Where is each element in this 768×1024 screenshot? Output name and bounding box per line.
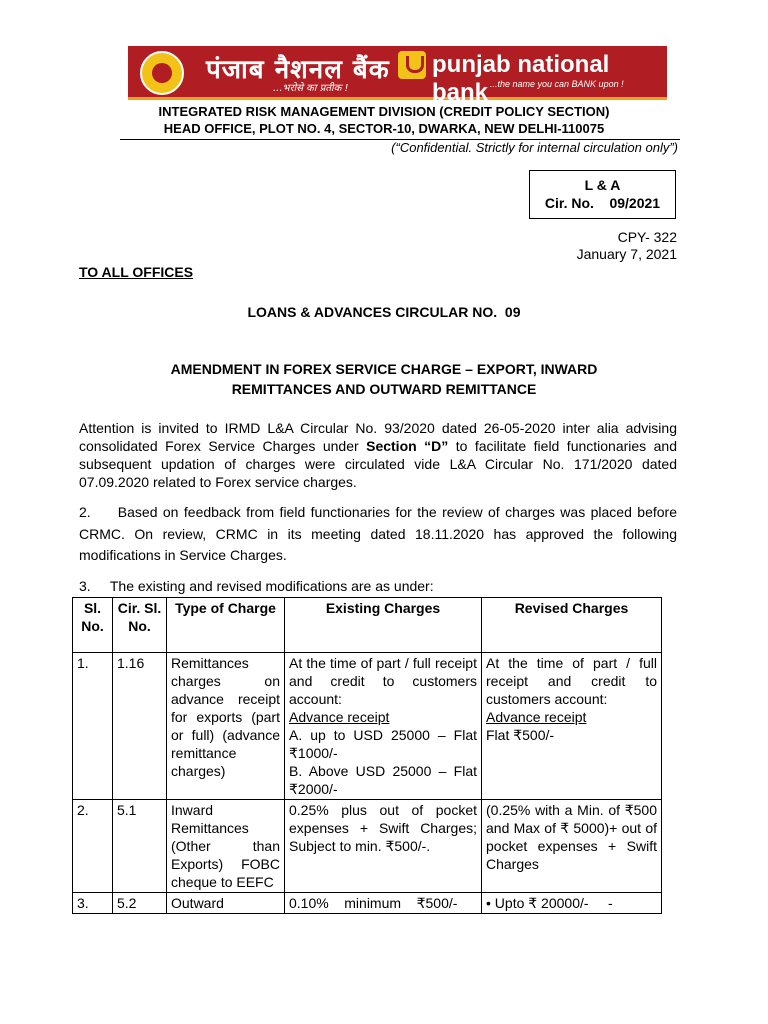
col-header-existing-charges: Existing Charges <box>285 598 482 653</box>
revised-advance-receipt-label: Advance receipt <box>486 709 587 725</box>
col-header-type-of-charge: Type of Charge <box>167 598 285 653</box>
circular-box-line2: Cir. No. 09/2021 <box>544 195 661 211</box>
paragraph-1 <box>79 419 677 491</box>
cell-sl-no: 2. <box>73 800 113 893</box>
cell-cir-sl-no: 5.2 <box>113 893 167 914</box>
cpy-reference: CPY- 322 <box>617 229 677 245</box>
cell-existing-charges <box>285 653 482 800</box>
cell-sl-no: 1. <box>73 653 113 800</box>
cell-existing-charges: 0.25% plus out of pocket expenses + Swift Charges; Subject to min. ₹500/-. <box>285 800 482 893</box>
circular-box-line1: L & A <box>584 177 621 193</box>
confidential-note: (“Confidential. Strictly for internal circulation only”) <box>391 140 678 155</box>
table-header-row <box>73 598 662 653</box>
pnb-logo-icon <box>398 51 426 79</box>
paragraph-2: 2. Based on feedback from field functionaries for the review of charges was placed before CRMC. On review, CRMC in its meeting dated 18.11.2020 has approved the following modifications in Service Charges. <box>79 504 681 563</box>
cell-type-of-charge: Remittances charges on advance receipt for exports (part or full) (advance remittance charges) <box>167 653 285 800</box>
section-d-reference: Section “D” <box>366 438 449 454</box>
col-header-sl-no: Sl. No. <box>73 598 113 653</box>
existing-advance-receipt-label: Advance receipt <box>289 709 390 725</box>
bank-logo-banner <box>128 46 667 106</box>
table-row <box>73 893 662 914</box>
cell-revised-charges <box>482 893 662 914</box>
circular-date: January 7, 2021 <box>576 246 677 262</box>
existing-option-b: B. Above USD 25000 – Flat ₹2000/- <box>289 763 477 797</box>
office-address: HEAD OFFICE, PLOT NO. 4, SECTOR-10, DWARKA, NEW DELHI-110075 <box>163 121 605 136</box>
existing-option-a: A. up to USD 25000 – Flat ₹1000/- <box>289 727 477 761</box>
paragraph-1-text-a: Attention is invited to IRMD L&A Circular No. 93/2020 dated 26-05-2020 inter alia advising consolidated Forex Service Charges under <box>79 420 677 454</box>
col-header-revised-charges: Revised Charges <box>482 598 662 653</box>
addressee: TO ALL OFFICES <box>79 264 194 280</box>
revised-intro: At the time of part / full receipt and credit to customers account: <box>486 655 657 707</box>
cell-revised-charges <box>482 653 662 800</box>
bank-name-hindi: पंजाब नैशनल बैंक <box>206 55 390 85</box>
circular-title: LOANS & ADVANCES CIRCULAR NO. 09 <box>247 304 521 320</box>
division-title: INTEGRATED RISK MANAGEMENT DIVISION (CREDIT POLICY SECTION) <box>158 104 610 119</box>
cell-cir-sl-no: 1.16 <box>113 653 167 800</box>
revised-flat-charge: Flat ₹500/- <box>486 727 555 743</box>
revised-bullet-item: • Upto ₹ 20000/- - <box>486 895 613 911</box>
subject-heading <box>0 359 768 399</box>
table-row <box>73 800 662 893</box>
col-header-cir-sl-no: Cir. Sl. No. <box>113 598 167 653</box>
circular-number-box <box>529 170 676 219</box>
existing-intro: At the time of part / full receipt and credit to customers account: <box>289 655 477 707</box>
cell-existing-charges: 0.10% minimum ₹500/- <box>285 893 482 914</box>
tagline-hindi: ...भरोसे का प्रतीक ! <box>273 83 349 94</box>
cell-sl-no: 3. <box>73 893 113 914</box>
bank-name-english: punjab national bank <box>432 51 610 106</box>
parivartan-seal-icon <box>140 51 184 95</box>
cell-type-of-charge: Inward Remittances (Other than Exports) FOBC cheque to EEFC <box>167 800 285 893</box>
table-row <box>73 653 662 800</box>
charges-table <box>72 597 662 914</box>
subject-line1: AMENDMENT IN FOREX SERVICE CHARGE – EXPORT, INWARD <box>170 361 598 377</box>
cell-type-of-charge: Outward <box>167 893 285 914</box>
paragraph-1-text-b: to facilitate field functionaries and subsequent updation of charges were circulated vide L&A Circular No. 171/2020 dated 07.09.2020 related to Forex service charges. <box>79 438 677 490</box>
tagline-english: ...the name you can BANK upon ! <box>490 79 624 89</box>
cell-revised-charges: (0.25% with a Min. of ₹500 and Max of ₹ 5000)+ out of pocket expenses + Swift Charges <box>482 800 662 893</box>
paragraph-3: 3. The existing and revised modifications are as under: <box>79 578 434 594</box>
subject-line2: REMITTANCES AND OUTWARD REMITTANCE <box>231 381 537 397</box>
cell-cir-sl-no: 5.1 <box>113 800 167 893</box>
